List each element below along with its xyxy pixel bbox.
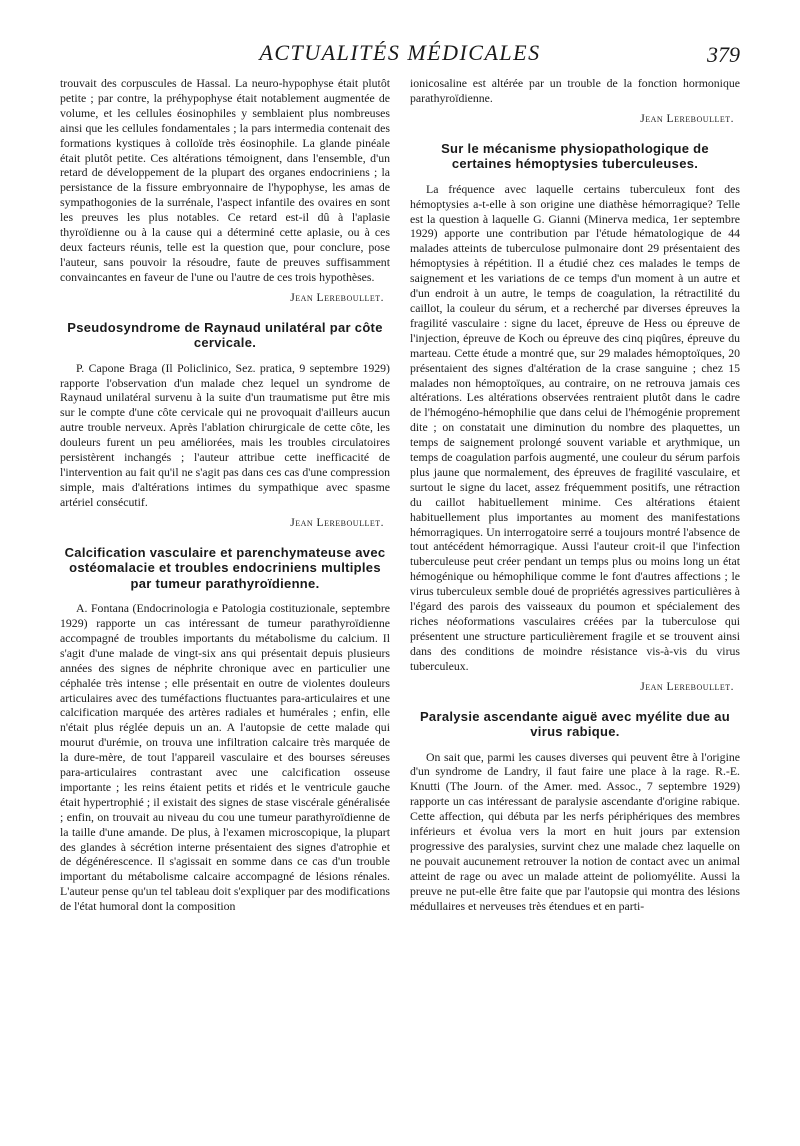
article-body: P. Capone Braga (Il Policlinico, Sez. pratica, 9 septembre 1929) rapporte l'observation d'un malade chez lequel un syndrome de Raynaud unilatéral survenu à la suite d'un traumatisme put être mis sur le compte d'une côte cervicale qui ne provoquait d'ailleurs aucun autre trouble nerveux. Après l'ablation chirurgicale de cette côte, les douleurs furent un peu améliorées, mais les troubles circulatoires persistèrent inchangés ; l'auteur attribue cette inefficacité de l'intervention au fait qu'il ne s'agit pas dans ces cas d'une compression simple, mais d'altérations intimes du sympathique avec spasme artériel consécutif. <box>60 360 390 509</box>
page-number: 379 <box>707 42 740 67</box>
signature: Jean Lereboullet. <box>290 291 384 304</box>
paragraph-continued: trouvait des corpuscules de Hassal. La neuro-hypophyse était plutôt petite ; par contre, la préhypophyse était notablement augmentée de volume, et les cellules éosinophiles y semblaient plus nombreuses ainsi que les cellules fondamentales ; la pars intermedia contenait des formations kystiques à colloïde très éosinophile. La glande pinéale était plutôt petite. Ces altérations témoignent, dans l'ensemble, d'un retard de développement de la plupart des organes endocriniens ; la persistance de la fissure embryonnaire de l'hypophyse, les amas de sympathogonies de la surrénale, l'aspect infantile des ovaires en sont les preuves les plus notables. Ce retard est-il dû à l'aplasie thyroïdienne ou à la cause qui a déterminé cette aplasie, ou à ces deux facteurs réunis, telle est la question que, pour conclure, pose l'auteur, sans pouvoir la résoudre, faute de preuves suffisamment convaincantes en faveur de l'une ou l'autre de ces trois hypothèses. <box>60 76 390 284</box>
article-title: Pseudosyndrome de Raynaud unilatéral par côte cervicale. <box>67 319 383 351</box>
signature: Jean Lereboullet. <box>640 112 734 125</box>
article-title: Sur le mécanisme physiopathologique de certaines hémoptysies tuberculeuses. <box>441 140 709 172</box>
article-title: Paralysie ascendante aiguë avec myélite due au virus rabique. <box>419 708 731 740</box>
article-body: A. Fontana (Endocrinologia e Patologia costituzionale, septembre 1929) rapporte un cas intéressant de tumeur parathyroïdienne accompagné de troubles importants du métabolisme du calcium. Il s'agit d'une malade de vingt-six ans qui présentait depuis plusieurs années des signes de néphrite chronique avec en particulier une céphalée très intense ; elle présentait en outre de violentes douleurs articulaires avec des tuméfactions fluctuantes para-articulaires et une calcification marquée des artères radiales et humérales ; enfin, elle n'était plus réglée depuis un an. A l'autopsie de cette malade qui mourut d'urémie, on trouva une infiltration calcaire très marquée de la dure-mère, de tout l'appareil vasculaire et des bourses séreuses para-articulaires contrastant avec une calcification osseuse importante ; les reins étaient petits et ridés et le ventricule gauche était hypertrophié ; il existait des signes de stase viscérale généralisée ; enfin, on trouvait au niveau du cou une tumeur parathyroïdienne de la taille d'une amande. De plus, à l'examen microscopique, la plupart des glandes à sécrétion interne présentaient des signes d'atrophie et de dégénérescence. Il s'agissait en somme dans ce cas d'un trouble important du métabolisme calcaire accompagné de lésions rénales. L'auteur pense qu'un tel tableau doit s'expliquer par des modifications de l'état humoral dont la composition <box>60 601 390 914</box>
article-title: Calcification vasculaire et parenchymateuse avec ostéomalacie et troubles endocriniens multiples par tumeur parathyroïdienne. <box>64 544 386 591</box>
page-header <box>60 40 740 70</box>
paragraph-continued: ionicosaline est altérée par un trouble de la fonction hormonique parathyroïdienne. <box>410 76 740 105</box>
signature: Jean Lereboullet. <box>640 680 734 693</box>
signature: Jean Lereboullet. <box>290 516 384 529</box>
article-body: On sait que, parmi les causes diverses qui peuvent être à l'origine d'un syndrome de Landry, il faut faire une place à la rage. R.-E. Knutti (The Journ. of the Amer. med. Assoc., 7 septembre 1929) rapporte un cas intéressant de paralysie ascendante d'origine rabique. Cette affection, qui débuta par les nerfs périphériques des membres inférieurs et évolua vers la mort en huit jours par extension progressive des paralysies, survint chez une malade chez laquelle on ne pouvait aucunement retrouver la notion de contact avec un animal atteint de rage ou avec un malade atteint de poliomyélite. Aussi la preuve ne put-elle être faite que par l'autopsie qui montra des lésions médullaires et nerveuses très étendues et en parti- <box>410 749 740 913</box>
left-column <box>60 76 390 914</box>
article-body: La fréquence avec laquelle certains tuberculeux font des hémoptysies a-t-elle à son origine une diathèse hémorragique? Telle est la question à laquelle G. Gianni (Minerva medica, 1er septembre 1929) apporte une contribution par l'étude hématologique de 44 malades atteints de tuberculose pulmonaire dont 29 présentaient des hémoptysies à répétition. Il a étudié chez ces malades le temps de saignement et les variations de ce temps d'un moment à un autre et d'un endroit à un autre, le temps de coagulation, la rétractilité du caillot, la couleur du sérum, et a recherché par diverses épreuves la fragilité vasculaire : signe du lacet, épreuve de Hess ou épreuve de l'injection, épreuve de Koch ou épreuve des cinq piqûres, épreuve du marteau. Cette étude a montré que, sur 29 malades hémoptoïques, 20 présentaient des signes d'altération de la crase sanguine ; chez 15 malades non hémoptoïques, au contraire, on ne retrouva jamais ces altérations. Les altérations observées rentraient plutôt dans le cadre de l'hémogéno-hémophilie que dans celui de l'hémogénie proprement dite ; on constatait une diminution du nombre des plaquettes, un temps de saignement prolongé souvent variable et arythmique, un temps de coagulation parfois augmenté, une couleur du sérum parfois plus jaune que normalement, des épreuves de fragilité vasculaire, et surtout le signe du lacet, assez fréquemment positifs, une rétraction du caillot habituellement minime. Ces altérations étaient habituellement plus importantes au moment des manifestations hémorragiques. Un interrogatoire serré a toujours montré l'absence de tout antécédent hémorragique. Aussi l'auteur croit-il que l'infection tuberculeuse peut créer pendant un temps plus ou moins long un état hémogénique ou hémophilique comme le font d'autres affections ; le virus tuberculeux semble doué de propriétés agressives particulières à l'égard des parois des vaisseaux du poumon et spécialement des riches néoformations vasculaires créées par la tuberculose qui présentent une structure particulièrement fragile et se trouvent ainsi dans des conditions de moindre résistance vis-à-vis du virus tuberculeux. <box>410 181 740 673</box>
right-column <box>410 76 740 914</box>
running-title: ACTUALITÉS MÉDICALES <box>259 40 541 65</box>
